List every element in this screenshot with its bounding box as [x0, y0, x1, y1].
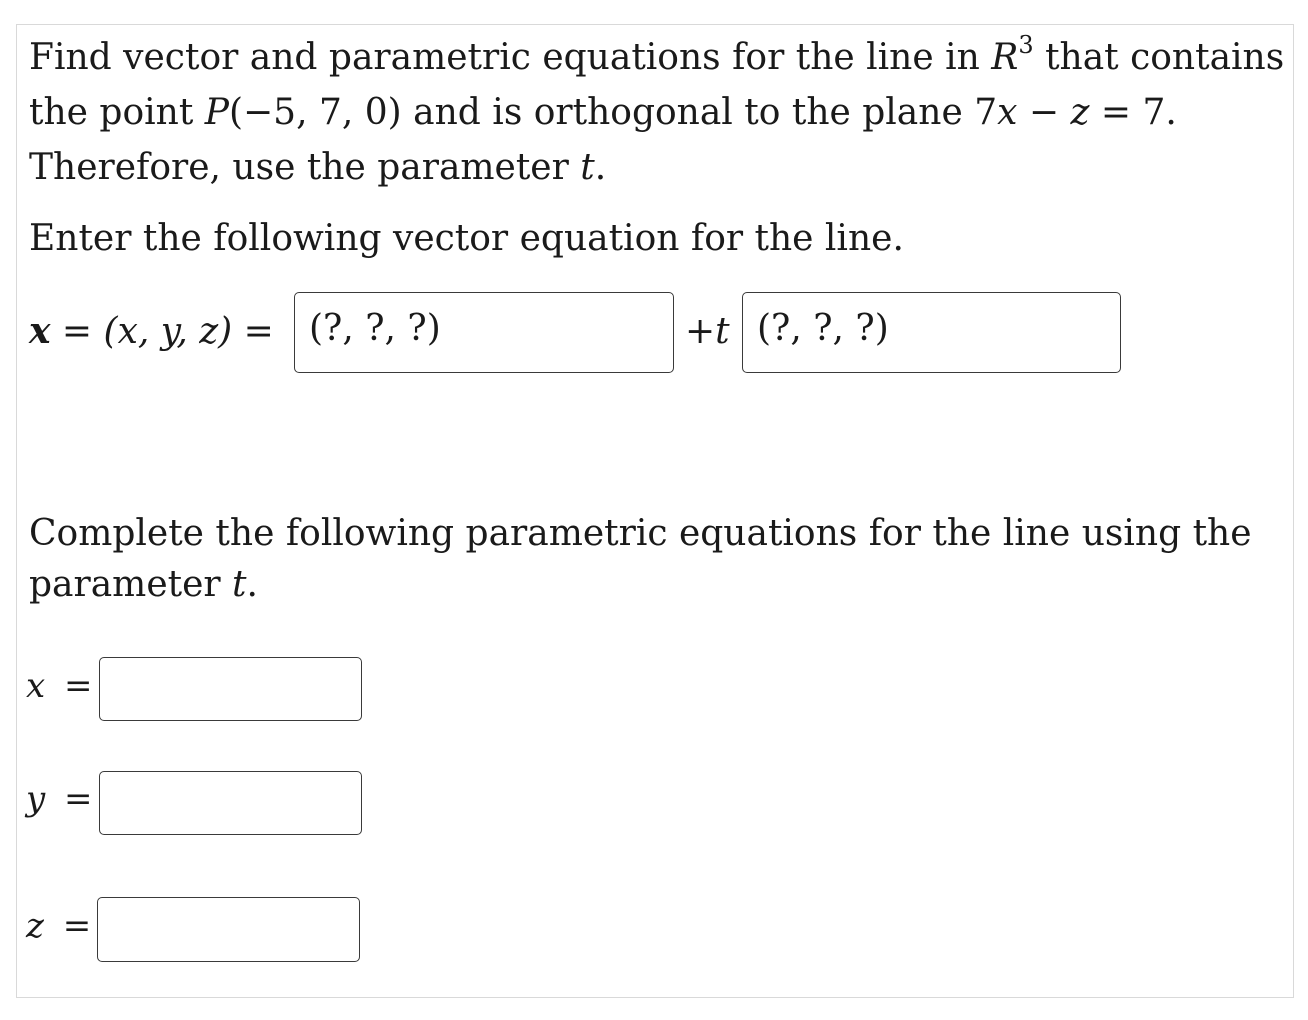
y-parametric-input[interactable]: [99, 771, 362, 835]
question-line-2: [29, 85, 1177, 140]
question-line-3: [29, 140, 606, 195]
vector-equation-prompt: Enter the following vector equation for the line.: [29, 218, 904, 259]
direction-vector-input[interactable]: [742, 292, 1121, 373]
parametric-prompt-line-1: Complete the following parametric equations for the line using the: [29, 513, 1252, 554]
x-equation-label: [26, 666, 93, 706]
plane-rhs: = 7.: [1089, 92, 1177, 133]
vector-rhs-eq: =: [232, 311, 274, 352]
point-coordinates: (−5, 7, 0): [228, 92, 402, 133]
question-line-1: [29, 30, 1284, 85]
y-equation-label: [26, 779, 93, 819]
z-parametric-input[interactable]: [97, 897, 360, 962]
z-var: z: [26, 906, 44, 946]
x-eq-sign: =: [64, 666, 93, 706]
z-eq-sign: =: [62, 906, 92, 946]
y-var: y: [26, 779, 46, 819]
vector-eq-sign: =: [50, 311, 104, 352]
parametric-prompt-period: .: [246, 564, 258, 605]
space-symbol: R: [991, 37, 1019, 78]
plane-minus: −: [1017, 92, 1071, 133]
question-intro-text-end: that contains: [1033, 37, 1285, 78]
space-exponent: 3: [1018, 31, 1034, 59]
question-plane-text: and is orthogonal to the plane: [401, 92, 975, 133]
plane-z: z: [1070, 92, 1090, 133]
plane-coef: 7: [974, 92, 998, 133]
point-vector-input-value: (?, ?, ?): [309, 308, 441, 349]
point-label: P: [204, 92, 229, 133]
direction-vector-input-value: (?, ?, ?): [757, 308, 889, 349]
z-equation-label: [26, 906, 91, 946]
parameter-symbol: t: [580, 147, 595, 188]
x-var: x: [26, 666, 46, 706]
parametric-prompt-text: parameter: [29, 564, 233, 605]
plus-sign: +: [685, 311, 716, 352]
parametric-prompt-line-2: [29, 557, 258, 612]
vector-equation-lhs: [29, 304, 274, 359]
vector-tuple: (x, y, z): [103, 311, 233, 352]
point-vector-input[interactable]: [294, 292, 674, 373]
vector-x-symbol: x: [29, 310, 51, 352]
question-parameter-period: .: [594, 147, 607, 188]
y-eq-sign: =: [64, 779, 93, 819]
parametric-prompt-parameter: t: [232, 564, 247, 605]
plus-t-parameter: t: [715, 311, 730, 352]
question-intro-text: Find vector and parametric equations for the line in: [29, 37, 992, 78]
question-point-text: the point: [29, 92, 205, 133]
question-parameter-text: Therefore, use the parameter: [29, 147, 581, 188]
x-parametric-input[interactable]: [99, 657, 362, 721]
plane-x: x: [997, 92, 1018, 133]
plus-t-label: [685, 304, 730, 359]
